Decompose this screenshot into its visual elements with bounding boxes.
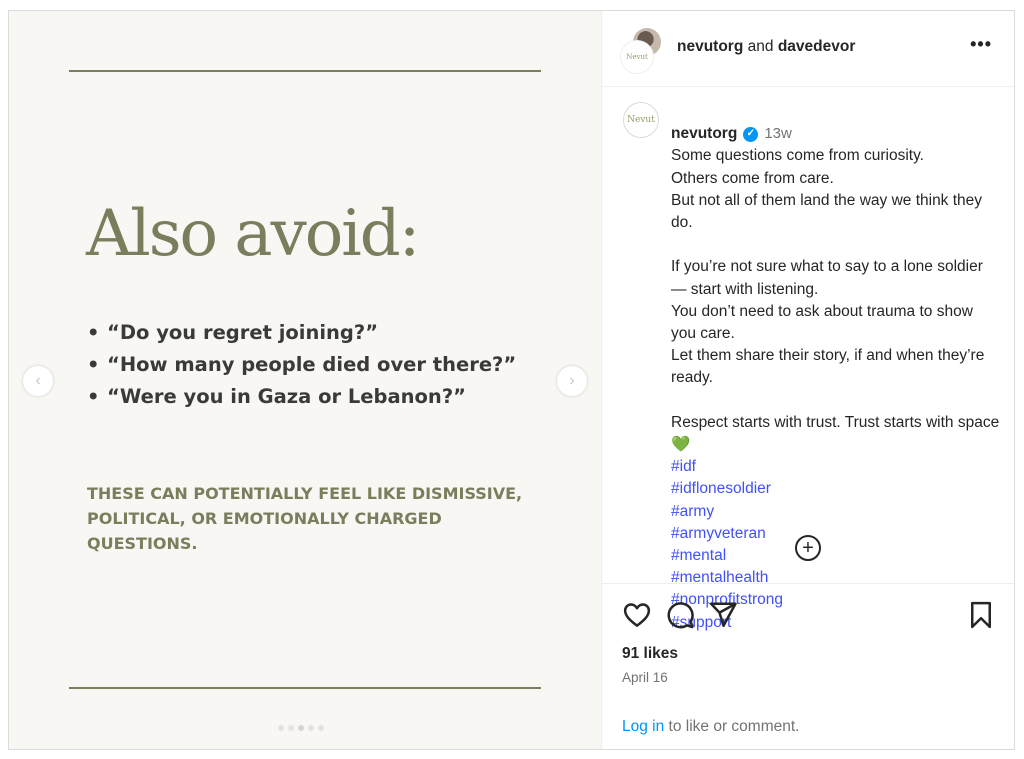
- pagination-dot: [288, 725, 294, 731]
- slide-bullet: • “How many people died over there?”: [87, 353, 517, 376]
- caption-text: Some questions come from curiosity. Others come from care. But not all of them land the way we think they do. If you’re not sure what to say to a lone soldier — start with listening. You don’t need to ask about trauma to show you care. Let them share their story, if and when they’re ready. Respect starts with trust. Trust starts with space: [671, 147, 1000, 431]
- post-authors: [677, 38, 855, 56]
- hashtag-link[interactable]: #mentalhealth: [671, 569, 769, 587]
- post-header: [602, 11, 1014, 87]
- slide-note: THESE CAN POTENTIALLY FEEL LIKE DISMISSIVE, POLITICAL, OR EMOTIONALLY CHARGED QUESTIONS.: [87, 484, 523, 553]
- hashtag-link[interactable]: #armyveteran: [671, 524, 766, 542]
- pagination-dot-active: [298, 725, 304, 731]
- caption-header: [671, 123, 1001, 145]
- post-date: April 16: [622, 670, 668, 685]
- green-heart-emoji: 💚: [671, 436, 691, 454]
- carousel-prev-button[interactable]: [23, 366, 53, 396]
- slide-bullet: • “Do you regret joining?”: [87, 321, 379, 344]
- avatar-nevutorg: Nevut: [621, 41, 653, 73]
- pagination-dot: [278, 725, 284, 731]
- slide-bullet-list: [87, 317, 516, 413]
- hashtag-link[interactable]: #nonprofitstrong: [671, 591, 784, 609]
- login-link[interactable]: Log in: [622, 718, 665, 735]
- share-icon[interactable]: [708, 600, 738, 630]
- post-modal: [8, 10, 1015, 750]
- caption-username[interactable]: nevutorg: [671, 125, 738, 143]
- author-link-nevutorg[interactable]: nevutorg: [677, 38, 744, 55]
- pagination-dot: [318, 725, 324, 731]
- hashtag-link[interactable]: #army: [671, 502, 715, 520]
- heart-icon[interactable]: [622, 600, 652, 630]
- caption-avatar[interactable]: Nevut: [623, 102, 659, 138]
- slide-bullet: • “Were you in Gaza or Lebanon?”: [87, 385, 466, 408]
- hashtag-link[interactable]: #idf: [671, 458, 696, 476]
- bookmark-icon[interactable]: [966, 600, 996, 630]
- slide-bottom-divider: [69, 687, 541, 689]
- login-prompt-text: to like or comment.: [664, 718, 800, 735]
- login-prompt: [622, 718, 799, 736]
- author-link-davedevor[interactable]: davedevor: [777, 38, 856, 55]
- chevron-right-icon: ›: [569, 372, 575, 389]
- collab-avatars[interactable]: [621, 28, 665, 72]
- verified-badge-icon: ✓: [743, 127, 758, 142]
- carousel-pagination: [278, 725, 324, 731]
- hashtag-link[interactable]: #support: [671, 613, 732, 631]
- more-options-icon[interactable]: •••: [970, 34, 992, 54]
- plus-circle-icon[interactable]: +: [795, 535, 821, 561]
- carousel-next-button[interactable]: [557, 366, 587, 396]
- authors-joiner: and: [747, 38, 774, 55]
- slide-heading: Also avoid:: [86, 197, 419, 271]
- hashtag-link[interactable]: #idflonesoldier: [671, 480, 771, 498]
- hashtag-link[interactable]: #mental: [671, 547, 727, 565]
- post-sidebar: [601, 11, 1014, 749]
- comment-icon[interactable]: [665, 600, 695, 630]
- caption-timestamp[interactable]: 13w: [764, 125, 792, 143]
- pagination-dot: [308, 725, 314, 731]
- chevron-left-icon: ‹: [35, 372, 41, 389]
- likes-count[interactable]: 91 likes: [622, 645, 679, 662]
- post-caption: [671, 101, 1001, 634]
- post-media-slide[interactable]: [9, 11, 601, 749]
- slide-top-divider: [69, 70, 541, 72]
